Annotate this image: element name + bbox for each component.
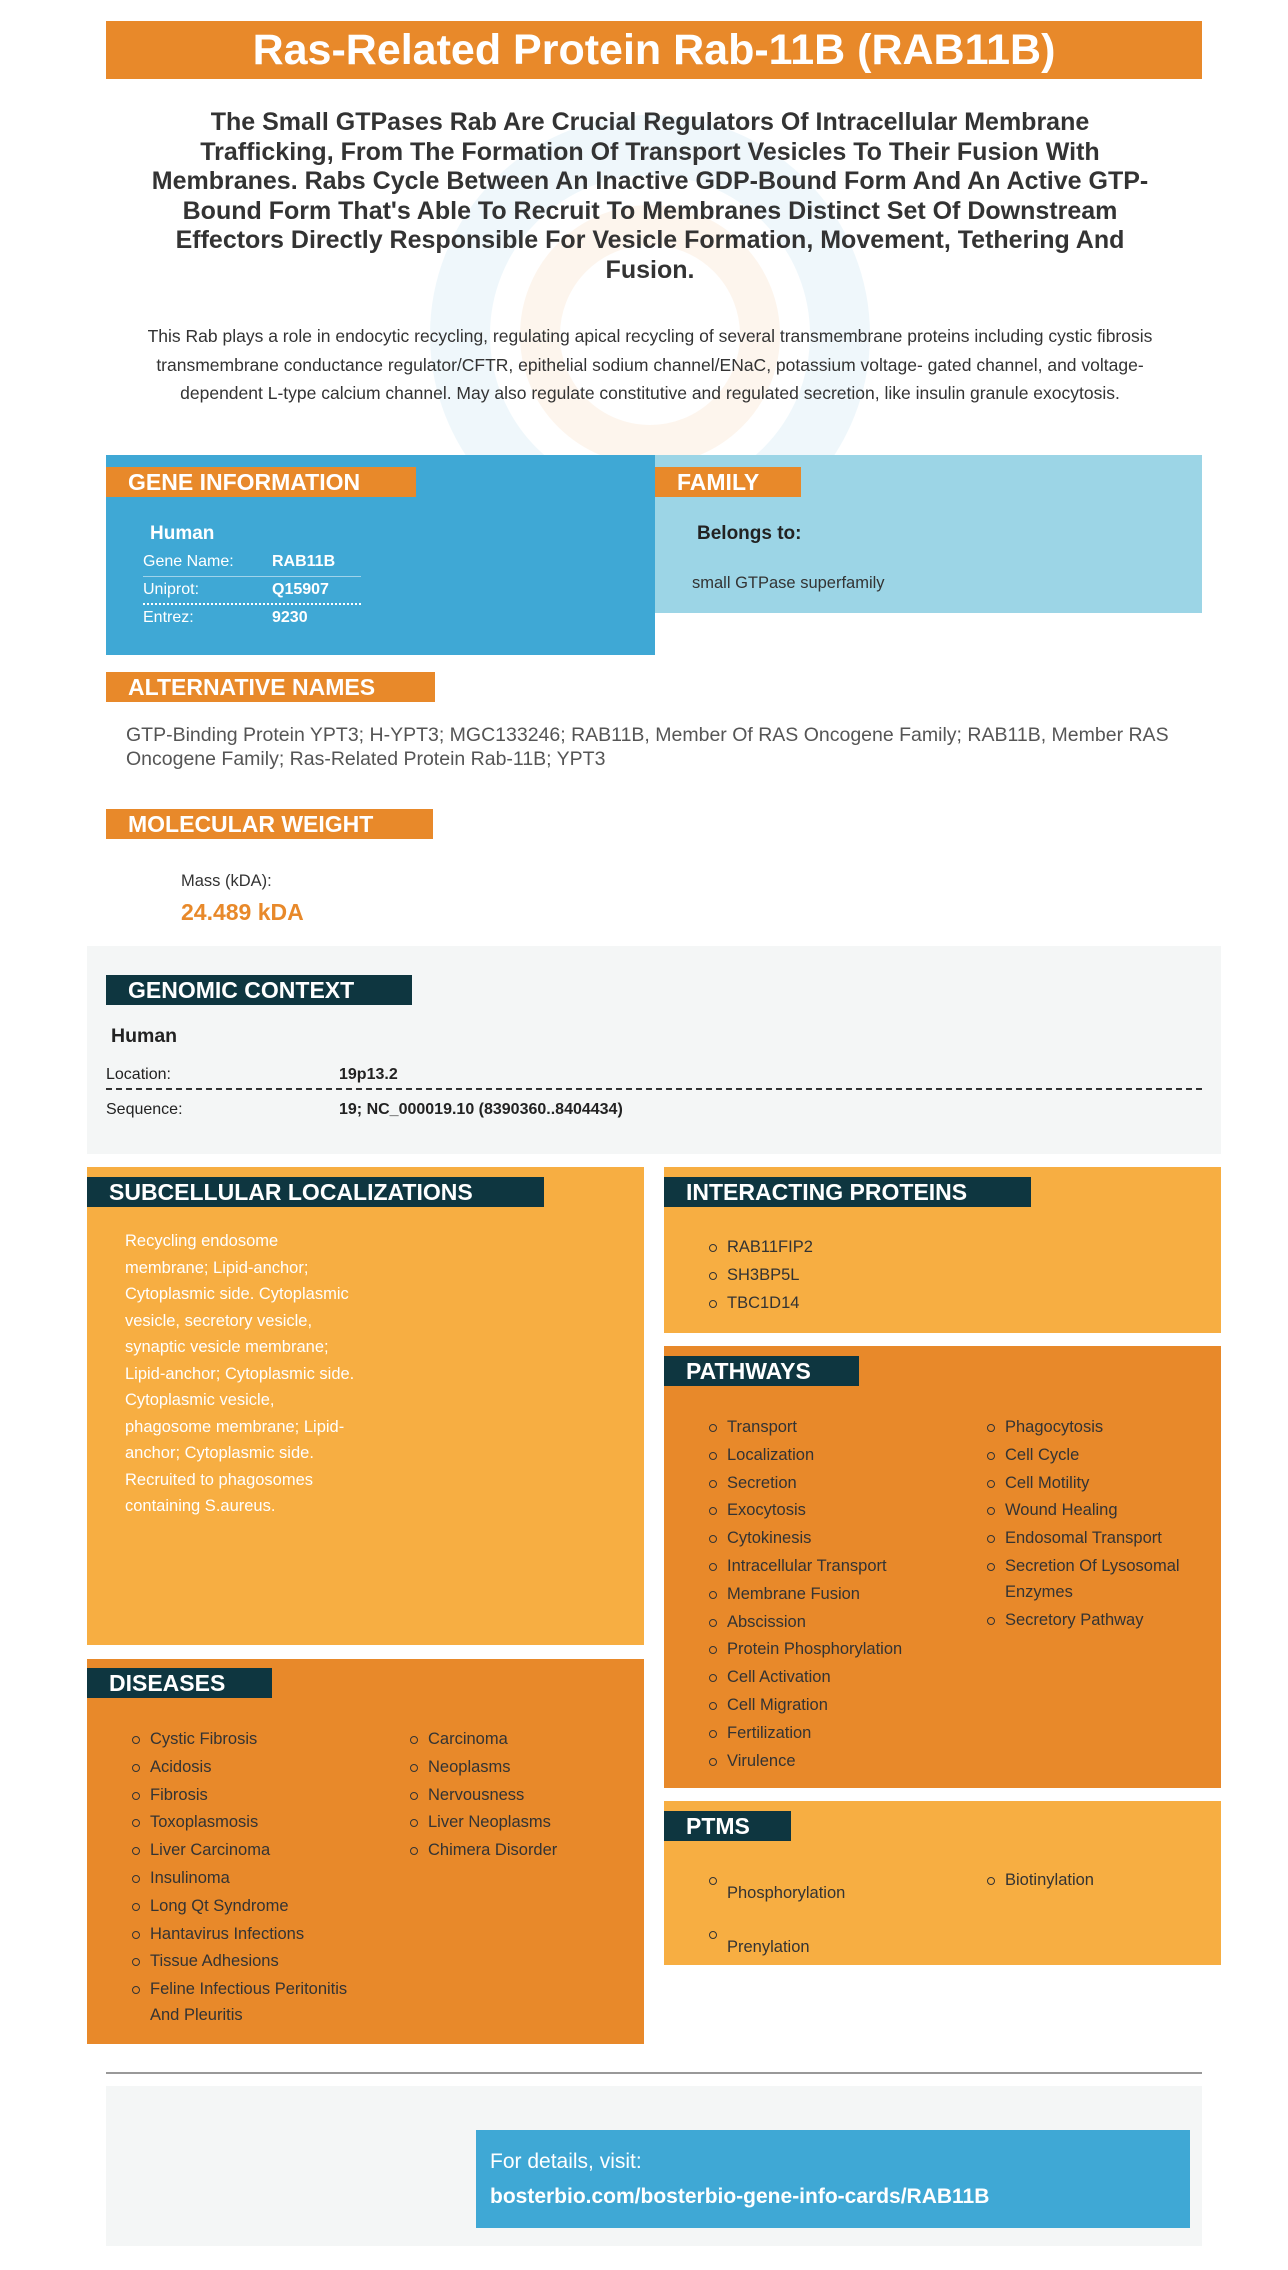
- list-item: Secretion: [707, 1470, 967, 1498]
- list-item: Secretion Of Lysosomal Enzymes: [985, 1553, 1195, 1605]
- location-row: [106, 1058, 1202, 1090]
- list-item: Transport: [707, 1414, 967, 1442]
- list-item: Liver Neoplasms: [408, 1809, 628, 1837]
- list-item: Tissue Adhesions: [130, 1948, 370, 1974]
- pathways-list-col2: [985, 1414, 1195, 1633]
- list-item: Fertilization: [707, 1720, 967, 1748]
- list-item: Cell Cycle: [985, 1442, 1195, 1468]
- divider: [106, 2072, 1202, 2074]
- gene-name-value: RAB11B: [272, 553, 336, 570]
- molecular-weight-heading: MOLECULAR WEIGHT: [106, 809, 433, 839]
- gene-species: Human: [150, 523, 215, 544]
- sequence-label: Sequence:: [106, 1101, 183, 1118]
- list-item: Long Qt Syndrome: [130, 1893, 370, 1919]
- details-label: For details, visit:: [490, 2150, 642, 2173]
- pathways-heading: PATHWAYS: [664, 1356, 859, 1386]
- headline: The Small GTPases Rab Are Crucial Regulators Of Intracellular Membrane Trafficking, From The Formation Of Transport Vesicles To Their Fusion With Membranes. Rabs Cycle Between An Inactive GDP-Bound Form And An Active GTP-Bound Form That's Able To Recruit To Membranes Distinct Set Of Downstream Effectors Directly Responsible For Vesicle Formation, Movement, Tethering And Fusion.: [151, 108, 1149, 284]
- list-item: Exocytosis: [707, 1497, 967, 1525]
- family-value: small GTPase superfamily: [692, 574, 885, 592]
- alternative-names-text: GTP-Binding Protein YPT3; H-YPT3; MGC133246; RAB11B, Member Of RAS Oncogene Family; RAB11B, Member RAS Oncogene Family; Ras-Related Protein Rab-11B; YPT3: [126, 724, 1169, 770]
- list-item: Protein Phosphorylation: [707, 1636, 967, 1664]
- mass-label: Mass (kDA):: [181, 872, 272, 890]
- family-heading: FAMILY: [655, 467, 801, 497]
- list-item: RAB11FIP2: [707, 1234, 813, 1262]
- list-item: Cell Activation: [707, 1664, 967, 1692]
- list-item: Fibrosis: [130, 1782, 370, 1808]
- list-item: Secretory Pathway: [985, 1607, 1195, 1633]
- list-item: Insulinoma: [130, 1865, 370, 1891]
- list-item: Liver Carcinoma: [130, 1837, 370, 1863]
- interacting-proteins-heading: INTERACTING PROTEINS: [664, 1177, 1031, 1207]
- diseases-list-col2: [408, 1726, 628, 1865]
- interacting-proteins-list: [707, 1234, 813, 1317]
- location-value: 19p13.2: [339, 1066, 398, 1083]
- details-url-link[interactable]: bosterbio.com/bosterbio-gene-info-cards/RAB11B: [490, 2185, 990, 2208]
- page-title: Ras-Related Protein Rab-11B (RAB11B): [106, 21, 1202, 79]
- sequence-row: [106, 1093, 1202, 1125]
- list-item: TBC1D14: [707, 1290, 813, 1318]
- diseases-list-col1: [130, 1726, 370, 2028]
- entrez-row: [143, 605, 361, 633]
- location-label: Location:: [106, 1066, 171, 1083]
- list-item: Cell Migration: [707, 1692, 967, 1720]
- pathways-list-col1: [707, 1414, 967, 1775]
- entrez-value: 9230: [272, 609, 308, 626]
- entrez-label: Entrez:: [143, 609, 194, 626]
- list-item: Acidosis: [130, 1754, 370, 1780]
- list-item: Membrane Fusion: [707, 1581, 967, 1609]
- gene-information-heading: GENE INFORMATION: [106, 467, 416, 497]
- ptms-list-col2: [985, 1867, 1185, 1895]
- mass-value: 24.489 kDA: [181, 899, 304, 925]
- family-belongs-label: Belongs to:: [697, 523, 802, 544]
- list-item: Endosomal Transport: [985, 1525, 1195, 1551]
- uniprot-label: Uniprot:: [143, 581, 200, 598]
- genomic-species: Human: [111, 1025, 178, 1047]
- gene-name-row: [143, 549, 361, 577]
- list-item: Neoplasms: [408, 1754, 628, 1782]
- details-link-box[interactable]: [476, 2130, 1190, 2228]
- list-item: Abscission: [707, 1609, 967, 1637]
- list-item: Cystic Fibrosis: [130, 1726, 370, 1752]
- alternative-names-heading: ALTERNATIVE NAMES: [106, 672, 435, 702]
- subcellular-localizations-heading: SUBCELLULAR LOCALIZATIONS: [87, 1177, 544, 1207]
- list-item: Intracellular Transport: [707, 1553, 967, 1581]
- list-item: Feline Infectious Peritonitis And Pleuritis: [130, 1976, 370, 2028]
- list-item: Toxoplasmosis: [130, 1809, 370, 1835]
- list-item: Phagocytosis: [985, 1414, 1195, 1440]
- list-item: Chimera Disorder: [408, 1837, 628, 1865]
- list-item: Carcinoma: [408, 1726, 628, 1754]
- ptms-heading: PTMS: [664, 1811, 791, 1841]
- gene-name-label: Gene Name:: [143, 553, 234, 570]
- list-item: Virulence: [707, 1748, 967, 1776]
- subcellular-localizations-text: Recycling endosome membrane; Lipid-anchor; Cytoplasmic side. Cytoplasmic vesicle, secretory vesicle, synaptic vesicle membrane; Lipid-anchor; Cytoplasmic side. Cytoplasmic vesicle, phagosome membrane; Lipid-anchor; Cytoplasmic side. Recruited to phagosomes containing S.aureus.: [125, 1232, 355, 1515]
- list-item: Hantavirus Infections: [130, 1921, 370, 1947]
- summary-text: This Rab plays a role in endocytic recycling, regulating apical recycling of several transmembrane proteins including cystic fibrosis transmembrane conductance regulator/CFTR, epithelial sodium channel/ENaC, potassium voltage- gated channel, and voltage-dependent L-type calcium channel. May also regulate constitutive and regulated secretion, like insulin granule exocytosis.: [147, 326, 1153, 403]
- list-item: Nervousness: [408, 1782, 628, 1810]
- sequence-value: 19; NC_000019.10 (8390360..8404434): [339, 1101, 623, 1118]
- genomic-context-heading: GENOMIC CONTEXT: [106, 975, 412, 1005]
- list-item: Phosphorylation: [707, 1867, 957, 1921]
- list-item: Wound Healing: [985, 1497, 1195, 1523]
- diseases-heading: DISEASES: [87, 1668, 272, 1698]
- list-item: Prenylation: [707, 1921, 957, 1975]
- list-item: SH3BP5L: [707, 1262, 813, 1290]
- uniprot-value: Q15907: [272, 581, 329, 598]
- list-item: Biotinylation: [985, 1867, 1185, 1895]
- ptms-list-col1: [707, 1867, 957, 1974]
- list-item: Localization: [707, 1442, 967, 1470]
- list-item: Cytokinesis: [707, 1525, 967, 1553]
- uniprot-row: [143, 577, 361, 605]
- list-item: Cell Motility: [985, 1470, 1195, 1496]
